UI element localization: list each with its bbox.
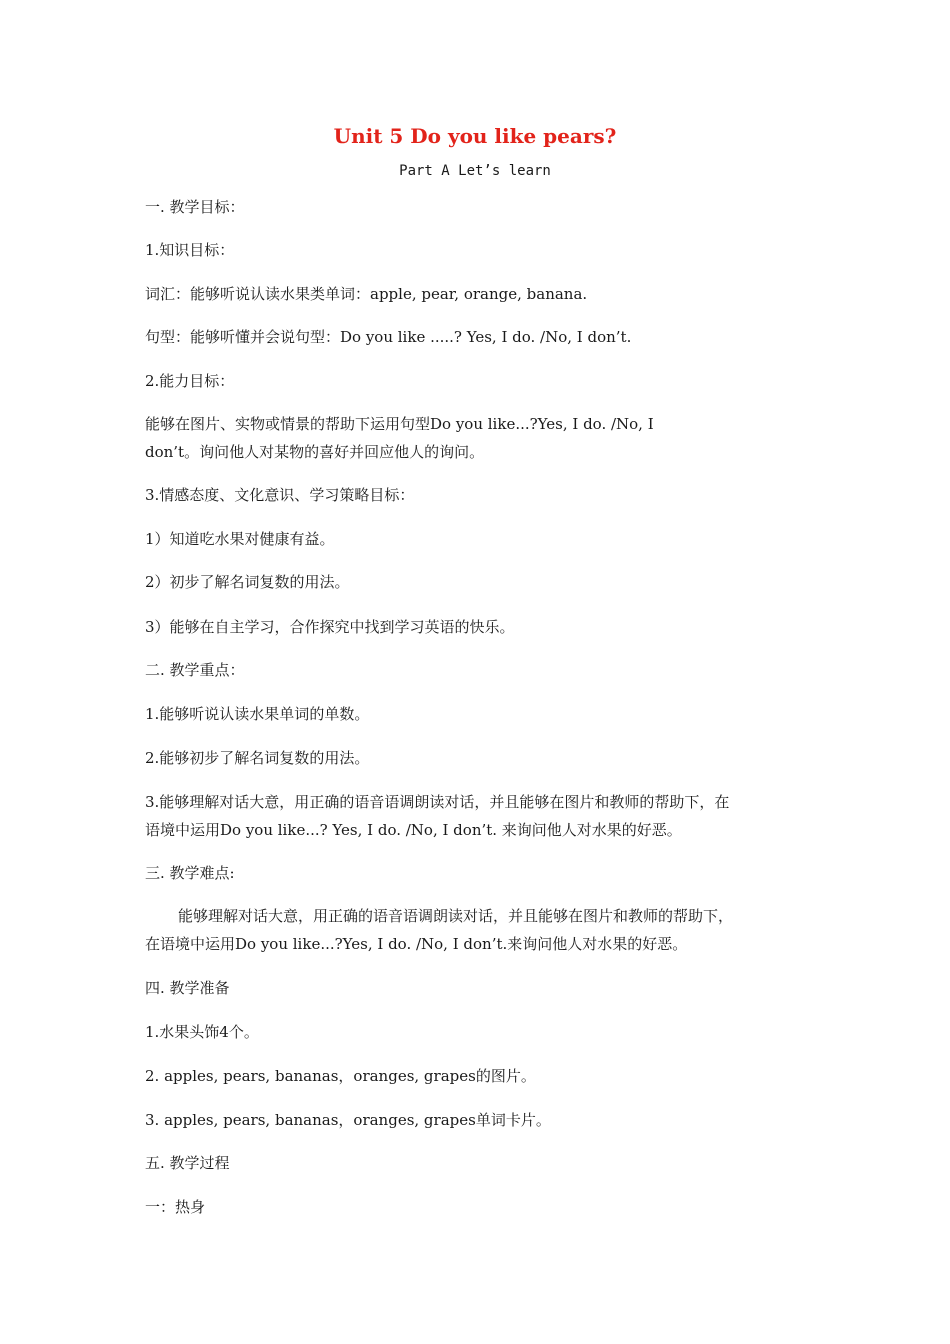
sentence-pattern-line: 句型：能够听懂并会说句型：Do you like .....? Yes, I do. /No, I don’t. [145,328,632,346]
section-heading-difficulties: 三. 教学难点: [145,864,235,882]
paragraph-line: 3.能够理解对话大意，用正确的语音语调朗读对话，并且能够在图片和教师的帮助下，在 [145,793,730,811]
attitude-goal-item: 3）能够在自主学习，合作探究中找到学习英语的快乐。 [145,618,515,636]
document-subtitle: Part A Let’s learn [399,163,551,179]
attitude-goal-item: 1）知道吃水果对健康有益。 [145,530,335,548]
key-point-paragraph [145,788,810,844]
ability-goal-paragraph [145,410,810,466]
paragraph-line: 在语境中运用Do you like...?Yes, I do. /No, I don’t.来询问他人对水果的好恶。 [145,935,688,953]
preparation-item: 3. apples, pears, bananas，oranges, grapes单词卡片。 [145,1111,551,1129]
ability-goal-heading: 2.能力目标： [145,372,235,390]
key-point-item: 1.能够听说认读水果单词的单数。 [145,705,370,723]
preparation-item: 2. apples, pears, bananas，oranges, grapes的图片。 [145,1067,536,1085]
paragraph-line: 能够理解对话大意，用正确的语音语调朗读对话，并且能够在图片和教师的帮助下， [178,907,734,925]
vocabulary-line: 词汇：能够听说认读水果类单词：apple, pear, orange, banana. [145,285,588,303]
process-step-heading: 一：热身 [145,1198,206,1216]
attitude-goal-item: 2）初步了解名词复数的用法。 [145,573,350,591]
paragraph-line: 语境中运用Do you like...? Yes, I do. /No, I don’t. 来询问他人对水果的好恶。 [145,821,682,839]
section-heading-key-points: 二. 教学重点： [145,661,245,679]
section-heading-preparation: 四. 教学准备 [145,979,230,997]
paragraph-line: don’t。询问他人对某物的喜好并回应他人的询问。 [145,443,485,461]
paragraph-line: 能够在图片、实物或情景的帮助下运用句型Do you like...?Yes, I do. /No, I [145,415,654,433]
preparation-item: 1.水果头饰4个。 [145,1023,259,1041]
knowledge-goal-heading: 1.知识目标： [145,241,235,259]
section-heading-process: 五. 教学过程 [145,1154,230,1172]
key-point-item: 2.能够初步了解名词复数的用法。 [145,749,370,767]
document-title: Unit 5 Do you like pears? [333,124,617,148]
difficulty-paragraph [145,902,810,958]
attitude-goal-heading: 3.情感态度、文化意识、学习策略目标： [145,486,415,504]
section-heading-goals: 一. 教学目标： [145,198,245,216]
